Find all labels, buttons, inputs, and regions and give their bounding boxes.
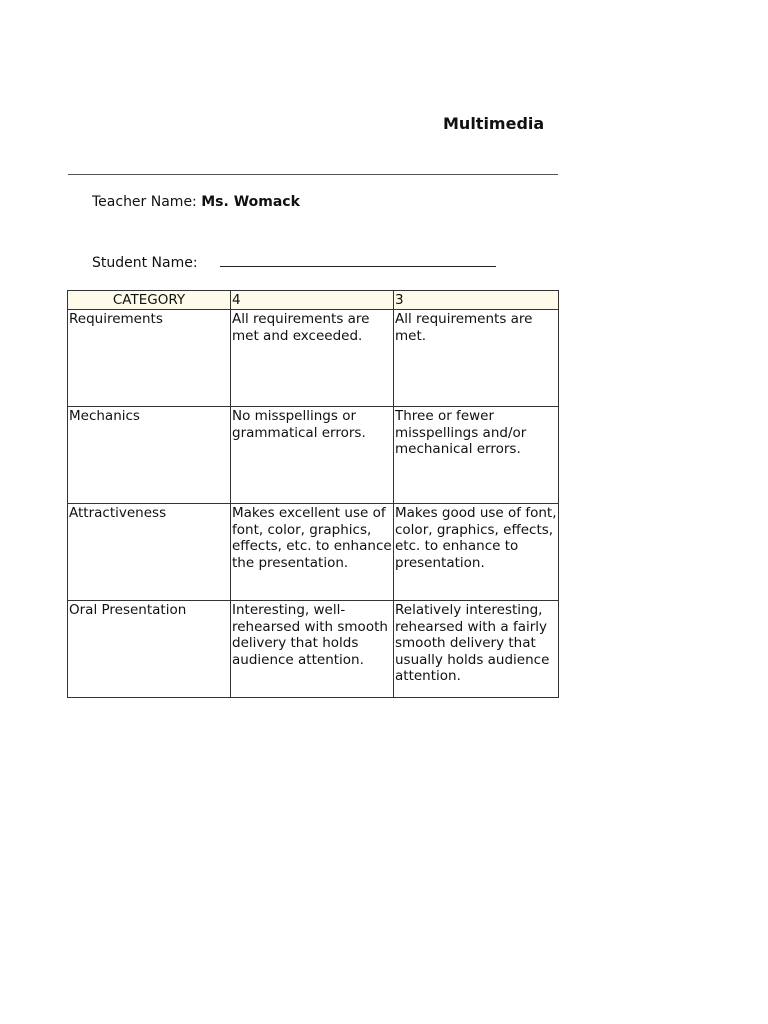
row-score-4: Interesting, well-rehearsed with smooth delivery that holds audience attention. — [231, 601, 394, 698]
student-line — [92, 253, 496, 271]
student-label: Student Name: — [92, 255, 198, 271]
row-score-3: Relatively interesting, rehearsed with a fairly smooth delivery that usually holds audience attention. — [394, 601, 559, 698]
rubric-table — [67, 290, 559, 698]
row-category: Requirements — [68, 310, 231, 407]
header-score-3: 3 — [394, 291, 559, 310]
row-score-3: All requirements are met. — [394, 310, 559, 407]
row-score-4: All requirements are met and exceeded. — [231, 310, 394, 407]
teacher-label: Teacher Name: — [92, 194, 197, 210]
table-row — [68, 310, 559, 407]
table-row — [68, 504, 559, 601]
rubric-header-row — [68, 291, 559, 310]
document-title: Multimedia — [443, 114, 545, 133]
title-divider — [68, 174, 558, 175]
row-category: Oral Presentation — [68, 601, 231, 698]
row-score-3: Three or fewer misspellings and/or mechanical errors. — [394, 407, 559, 504]
table-row — [68, 601, 559, 698]
row-category: Attractiveness — [68, 504, 231, 601]
row-category: Mechanics — [68, 407, 231, 504]
teacher-line — [92, 194, 300, 210]
row-score-4: Makes excellent use of font, color, graphics, effects, etc. to enhance the presentation. — [231, 504, 394, 601]
student-name-blank[interactable] — [220, 253, 496, 267]
header-category: CATEGORY — [68, 291, 231, 310]
table-row — [68, 407, 559, 504]
row-score-3: Makes good use of font, color, graphics, effects, etc. to enhance to presentation. — [394, 504, 559, 601]
header-score-4: 4 — [231, 291, 394, 310]
row-score-4: No misspellings or grammatical errors. — [231, 407, 394, 504]
teacher-name: Ms. Womack — [201, 194, 300, 210]
